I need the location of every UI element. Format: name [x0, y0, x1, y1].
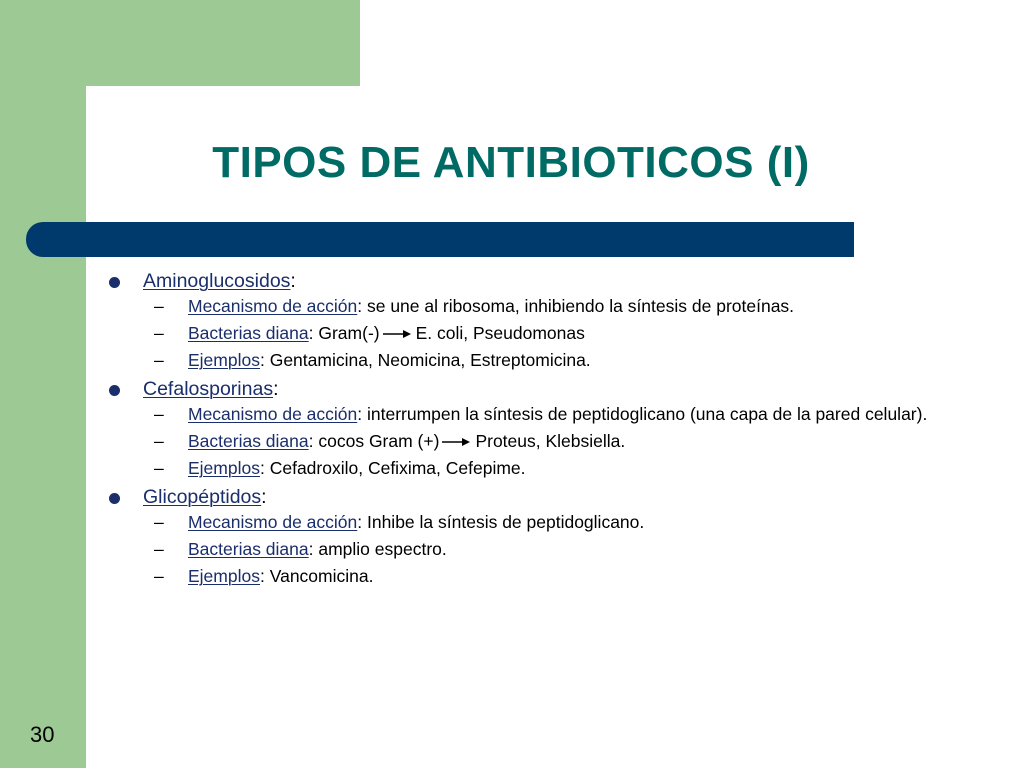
list-item: [106, 431, 968, 451]
list-item: [106, 350, 968, 370]
title-underline-bar: [26, 222, 854, 257]
list-item: [106, 296, 968, 316]
item-label[interactable]: Ejemplos: [188, 566, 260, 586]
item-label[interactable]: Ejemplos: [188, 458, 260, 478]
section-aminoglucosidos: [106, 269, 966, 293]
dash-icon: –: [154, 458, 164, 478]
dash-icon: –: [154, 350, 164, 370]
slide-title: TIPOS DE ANTIBIOTICOS (I): [212, 138, 810, 187]
section-heading[interactable]: Glicopéptidos: [143, 486, 262, 508]
bullet-dot-icon: [109, 277, 120, 288]
dash-icon: –: [154, 404, 164, 424]
rounded-corner: [86, 86, 146, 146]
item-label[interactable]: Bacterias diana: [188, 323, 309, 343]
item-text: : amplio espectro.: [308, 539, 447, 559]
list-item: [106, 512, 968, 532]
top-green-band: [0, 0, 360, 86]
dash-icon: –: [154, 323, 164, 343]
colon: :: [290, 270, 296, 292]
section-heading[interactable]: Aminoglucosidos: [143, 270, 291, 292]
section-heading[interactable]: Cefalosporinas: [143, 378, 274, 400]
bullet-dot-icon: [109, 385, 120, 396]
dash-icon: –: [154, 296, 164, 316]
dash-icon: –: [154, 512, 164, 532]
item-label[interactable]: Ejemplos: [188, 350, 260, 370]
dash-icon: –: [154, 431, 164, 451]
slide-content: [106, 266, 966, 593]
list-item: [106, 323, 968, 343]
item-text-after: E. coli, Pseudomonas: [415, 323, 585, 343]
item-text: : Vancomicina.: [259, 566, 374, 586]
item-text: : Inhibe la síntesis de peptidoglicano.: [357, 512, 645, 532]
list-item: [106, 458, 968, 478]
dash-icon: –: [154, 566, 164, 586]
right-arrow-icon: [441, 437, 471, 447]
item-text: : interrumpen la síntesis de peptidoglicano (una capa de la pared celular).: [357, 404, 928, 424]
bullet-dot-icon: [109, 493, 120, 504]
section-glicopeptidos: [106, 485, 966, 509]
list-item: [106, 404, 968, 424]
slide-number: 30: [30, 722, 55, 747]
item-text: : se une al ribosoma, inhibiendo la síntesis de proteínas.: [357, 296, 795, 316]
item-text: : Gentamicina, Neomicina, Estreptomicina.: [259, 350, 591, 370]
colon: :: [261, 486, 267, 508]
colon: :: [273, 378, 279, 400]
item-label[interactable]: Mecanismo de acción: [188, 404, 358, 424]
right-arrow-icon: [382, 329, 412, 339]
left-green-band: [0, 0, 86, 768]
item-label[interactable]: Mecanismo de acción: [188, 512, 358, 532]
dash-icon: –: [154, 539, 164, 559]
list-item: [106, 566, 968, 586]
item-label[interactable]: Bacterias diana: [188, 539, 309, 559]
section-cefalosporinas: [106, 377, 966, 401]
item-text-after: Proteus, Klebsiella.: [475, 431, 626, 451]
list-item: [106, 539, 968, 559]
item-text: : Cefadroxilo, Cefixima, Cefepime.: [259, 458, 526, 478]
item-text: : cocos Gram (+): [308, 431, 440, 451]
item-label[interactable]: Bacterias diana: [188, 431, 309, 451]
item-label[interactable]: Mecanismo de acción: [188, 296, 358, 316]
item-text: : Gram(-): [308, 323, 380, 343]
